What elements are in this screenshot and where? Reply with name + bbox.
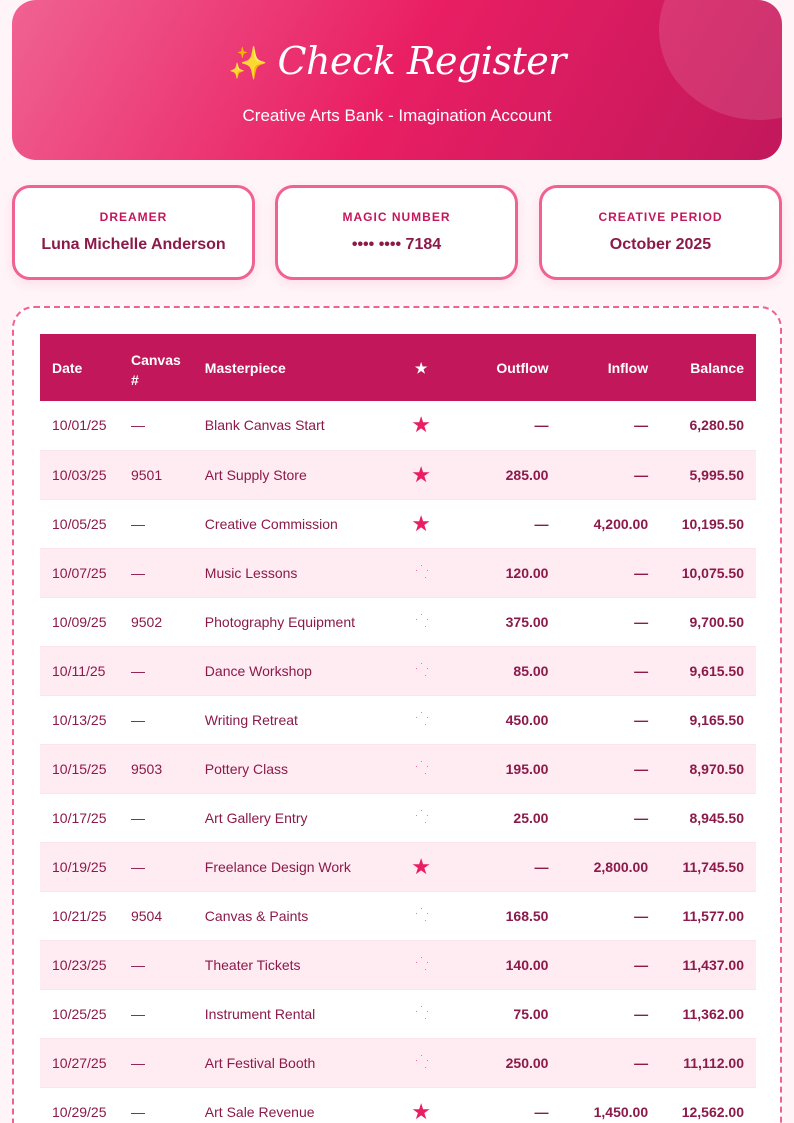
table-row[interactable] [40, 548, 756, 597]
cell-masterpiece: Art Sale Revenue [204, 1103, 315, 1120]
star-filled-icon[interactable]: ★ [411, 853, 432, 879]
cell-star[interactable] [381, 450, 460, 499]
cell-canvas-number: — [130, 515, 145, 532]
cell-outflow: 140.00 [505, 956, 549, 973]
cell-outflow: 168.50 [505, 907, 549, 924]
star-empty-icon[interactable] [412, 808, 430, 824]
cell-inflow: 2,800.00 [593, 858, 649, 875]
cell-star[interactable] [381, 548, 460, 597]
page-title [12, 36, 782, 88]
cell-masterpiece: Freelance Design Work [204, 858, 351, 875]
cell-star[interactable] [381, 744, 460, 793]
cell-canvas-number: 9501 [130, 466, 163, 483]
column-header-inflow[interactable]: Inflow [607, 359, 649, 376]
cell-date: 10/27/25 [52, 1054, 107, 1071]
cell-balance: 12,562.00 [681, 1103, 744, 1120]
cell-canvas-number: — [130, 809, 145, 826]
star-empty-icon[interactable] [412, 661, 430, 677]
table-header-row [40, 334, 756, 401]
star-filled-icon[interactable]: ★ [411, 461, 432, 487]
card-label: CREATIVE PERIOD [598, 210, 723, 224]
cell-star[interactable] [381, 695, 460, 744]
cell-masterpiece: Writing Retreat [204, 711, 298, 728]
dreamer-card [12, 185, 255, 280]
cell-balance: 9,700.50 [689, 613, 744, 630]
cell-inflow: — [634, 956, 649, 973]
cell-outflow: 75.00 [513, 1005, 549, 1022]
account-info-cards [12, 185, 782, 280]
cell-star[interactable] [381, 499, 460, 548]
cell-outflow: 250.00 [505, 1054, 549, 1071]
cell-inflow: — [634, 564, 649, 581]
star-empty-icon[interactable] [412, 1004, 430, 1020]
cell-date: 10/15/25 [52, 760, 107, 777]
column-header-canvas[interactable]: Canvas # [130, 351, 181, 388]
cell-canvas-number: — [130, 956, 145, 973]
cell-date: 10/11/25 [52, 662, 106, 679]
star-filled-icon[interactable]: ★ [411, 412, 432, 438]
column-header-balance[interactable]: Balance [690, 359, 744, 376]
cell-balance: 11,112.00 [683, 1054, 744, 1071]
table-row[interactable] [40, 1087, 756, 1123]
cell-date: 10/05/25 [52, 515, 107, 532]
cell-date: 10/13/25 [52, 711, 107, 728]
table-row[interactable] [40, 793, 756, 842]
bank-account-subtitle: Creative Arts Bank - Imagination Account [242, 106, 552, 125]
cell-outflow: — [534, 515, 549, 532]
cell-canvas-number: — [130, 858, 145, 875]
table-row[interactable] [40, 940, 756, 989]
cell-star[interactable] [381, 1087, 460, 1123]
sparkles-icon: ✨ [228, 44, 268, 82]
cell-star[interactable] [381, 940, 460, 989]
cell-canvas-number: — [130, 1054, 145, 1071]
star-empty-icon[interactable] [412, 906, 430, 922]
cell-canvas-number: — [130, 564, 145, 581]
table-row[interactable] [40, 1038, 756, 1087]
cell-date: 10/25/25 [52, 1005, 107, 1022]
cell-masterpiece: Music Lessons [204, 564, 298, 581]
table-row[interactable] [40, 695, 756, 744]
cell-star[interactable] [381, 891, 460, 940]
cell-balance: 10,195.50 [681, 515, 744, 532]
title-text: Check Register [277, 39, 566, 83]
cell-balance: 6,280.50 [689, 417, 744, 434]
cell-masterpiece: Pottery Class [204, 760, 289, 777]
star-empty-icon[interactable] [412, 759, 430, 775]
cell-star[interactable] [381, 989, 460, 1038]
magic-number-card [275, 185, 518, 280]
table-row[interactable] [40, 646, 756, 695]
table-row[interactable] [40, 499, 756, 548]
cell-outflow: — [534, 858, 549, 875]
cell-outflow: — [534, 417, 549, 434]
cell-canvas-number: 9504 [130, 907, 163, 924]
cell-canvas-number: 9502 [130, 613, 163, 630]
cell-date: 10/21/25 [52, 907, 107, 924]
cell-star[interactable] [381, 842, 460, 891]
star-empty-icon[interactable] [412, 955, 430, 971]
cell-outflow: 120.00 [505, 564, 549, 581]
cell-inflow: 4,200.00 [593, 515, 649, 532]
table-row[interactable] [40, 597, 756, 646]
cell-masterpiece: Photography Equipment [204, 613, 356, 630]
star-empty-icon[interactable] [412, 563, 430, 579]
cell-masterpiece: Instrument Rental [204, 1005, 316, 1022]
star-filled-icon[interactable]: ★ [411, 510, 432, 536]
cell-canvas-number: — [130, 417, 145, 434]
cell-balance: 8,945.50 [689, 809, 744, 826]
cell-inflow: — [634, 662, 649, 679]
cell-inflow: 1,450.00 [593, 1103, 649, 1120]
table-row[interactable] [40, 744, 756, 793]
cell-balance: 11,577.00 [682, 907, 744, 924]
cell-balance: 11,362.00 [682, 1005, 744, 1022]
cell-balance: 8,970.50 [689, 760, 744, 777]
cell-star[interactable] [381, 401, 460, 450]
register-container [12, 306, 782, 1123]
column-header-outflow[interactable]: Outflow [496, 359, 549, 376]
cell-inflow: — [634, 1054, 649, 1071]
card-value: October 2025 [609, 236, 712, 253]
cell-masterpiece: Art Gallery Entry [204, 809, 308, 826]
cell-star[interactable] [381, 646, 460, 695]
cell-inflow: — [634, 417, 649, 434]
cell-balance: 11,437.00 [682, 956, 744, 973]
cell-inflow: — [634, 760, 649, 777]
cell-star[interactable] [381, 793, 460, 842]
star-filled-icon[interactable]: ★ [411, 1098, 432, 1123]
cell-balance: 5,995.50 [689, 466, 744, 483]
star-empty-icon[interactable] [412, 1053, 430, 1069]
cell-outflow: 195.00 [505, 760, 549, 777]
cell-inflow: — [634, 711, 649, 728]
column-header-date[interactable]: Date [52, 359, 83, 376]
cell-balance: 10,075.50 [681, 564, 744, 581]
cell-date: 10/19/25 [52, 858, 107, 875]
cell-date: 10/29/25 [52, 1103, 107, 1120]
cell-balance: 11,745.50 [682, 858, 744, 875]
cell-balance: 9,165.50 [689, 711, 744, 728]
cell-outflow: 375.00 [505, 613, 549, 630]
cell-balance: 9,615.50 [689, 662, 744, 679]
cell-outflow: 450.00 [505, 711, 549, 728]
column-header-star[interactable]: ★ [414, 359, 428, 376]
cell-masterpiece: Art Supply Store [204, 466, 307, 483]
table-row[interactable] [40, 401, 756, 450]
cell-masterpiece: Dance Workshop [204, 662, 312, 679]
card-label: MAGIC NUMBER [342, 210, 451, 224]
cell-masterpiece: Art Festival Booth [204, 1054, 316, 1071]
cell-date: 10/09/25 [52, 613, 107, 630]
cell-date: 10/03/25 [52, 466, 107, 483]
transactions-table [40, 334, 756, 1123]
cell-date: 10/01/25 [52, 417, 107, 434]
cell-inflow: — [634, 466, 649, 483]
cell-canvas-number: — [130, 1103, 145, 1120]
cell-outflow: 25.00 [513, 809, 549, 826]
cell-inflow: — [634, 907, 649, 924]
cell-masterpiece: Canvas & Paints [204, 907, 309, 924]
cell-masterpiece: Theater Tickets [204, 956, 301, 973]
cell-masterpiece: Blank Canvas Start [204, 417, 325, 434]
card-value: •••• •••• 7184 [351, 236, 442, 253]
cell-date: 10/23/25 [52, 956, 107, 973]
cell-outflow: — [534, 1103, 549, 1120]
cell-inflow: — [634, 613, 649, 630]
cell-date: 10/07/25 [52, 564, 107, 581]
cell-outflow: 285.00 [505, 466, 549, 483]
cell-star[interactable] [381, 597, 460, 646]
card-value: Luna Michelle Anderson [41, 236, 226, 253]
table-row[interactable] [40, 891, 756, 940]
cell-canvas-number: — [130, 711, 145, 728]
star-empty-icon[interactable] [412, 710, 430, 726]
cell-canvas-number: — [130, 662, 145, 679]
cell-masterpiece: Creative Commission [204, 515, 338, 532]
page-header [12, 0, 782, 160]
table-row[interactable] [40, 450, 756, 499]
card-label: DREAMER [99, 210, 168, 224]
column-header-masterpiece[interactable]: Masterpiece [204, 359, 286, 376]
cell-outflow: 85.00 [513, 662, 549, 679]
creative-period-card [539, 185, 782, 280]
cell-inflow: — [634, 809, 649, 826]
table-row[interactable] [40, 842, 756, 891]
table-row[interactable] [40, 989, 756, 1038]
cell-canvas-number: — [130, 1005, 145, 1022]
cell-inflow: — [634, 1005, 649, 1022]
star-empty-icon[interactable] [412, 612, 430, 628]
cell-canvas-number: 9503 [130, 760, 163, 777]
cell-star[interactable] [381, 1038, 460, 1087]
cell-date: 10/17/25 [52, 809, 107, 826]
